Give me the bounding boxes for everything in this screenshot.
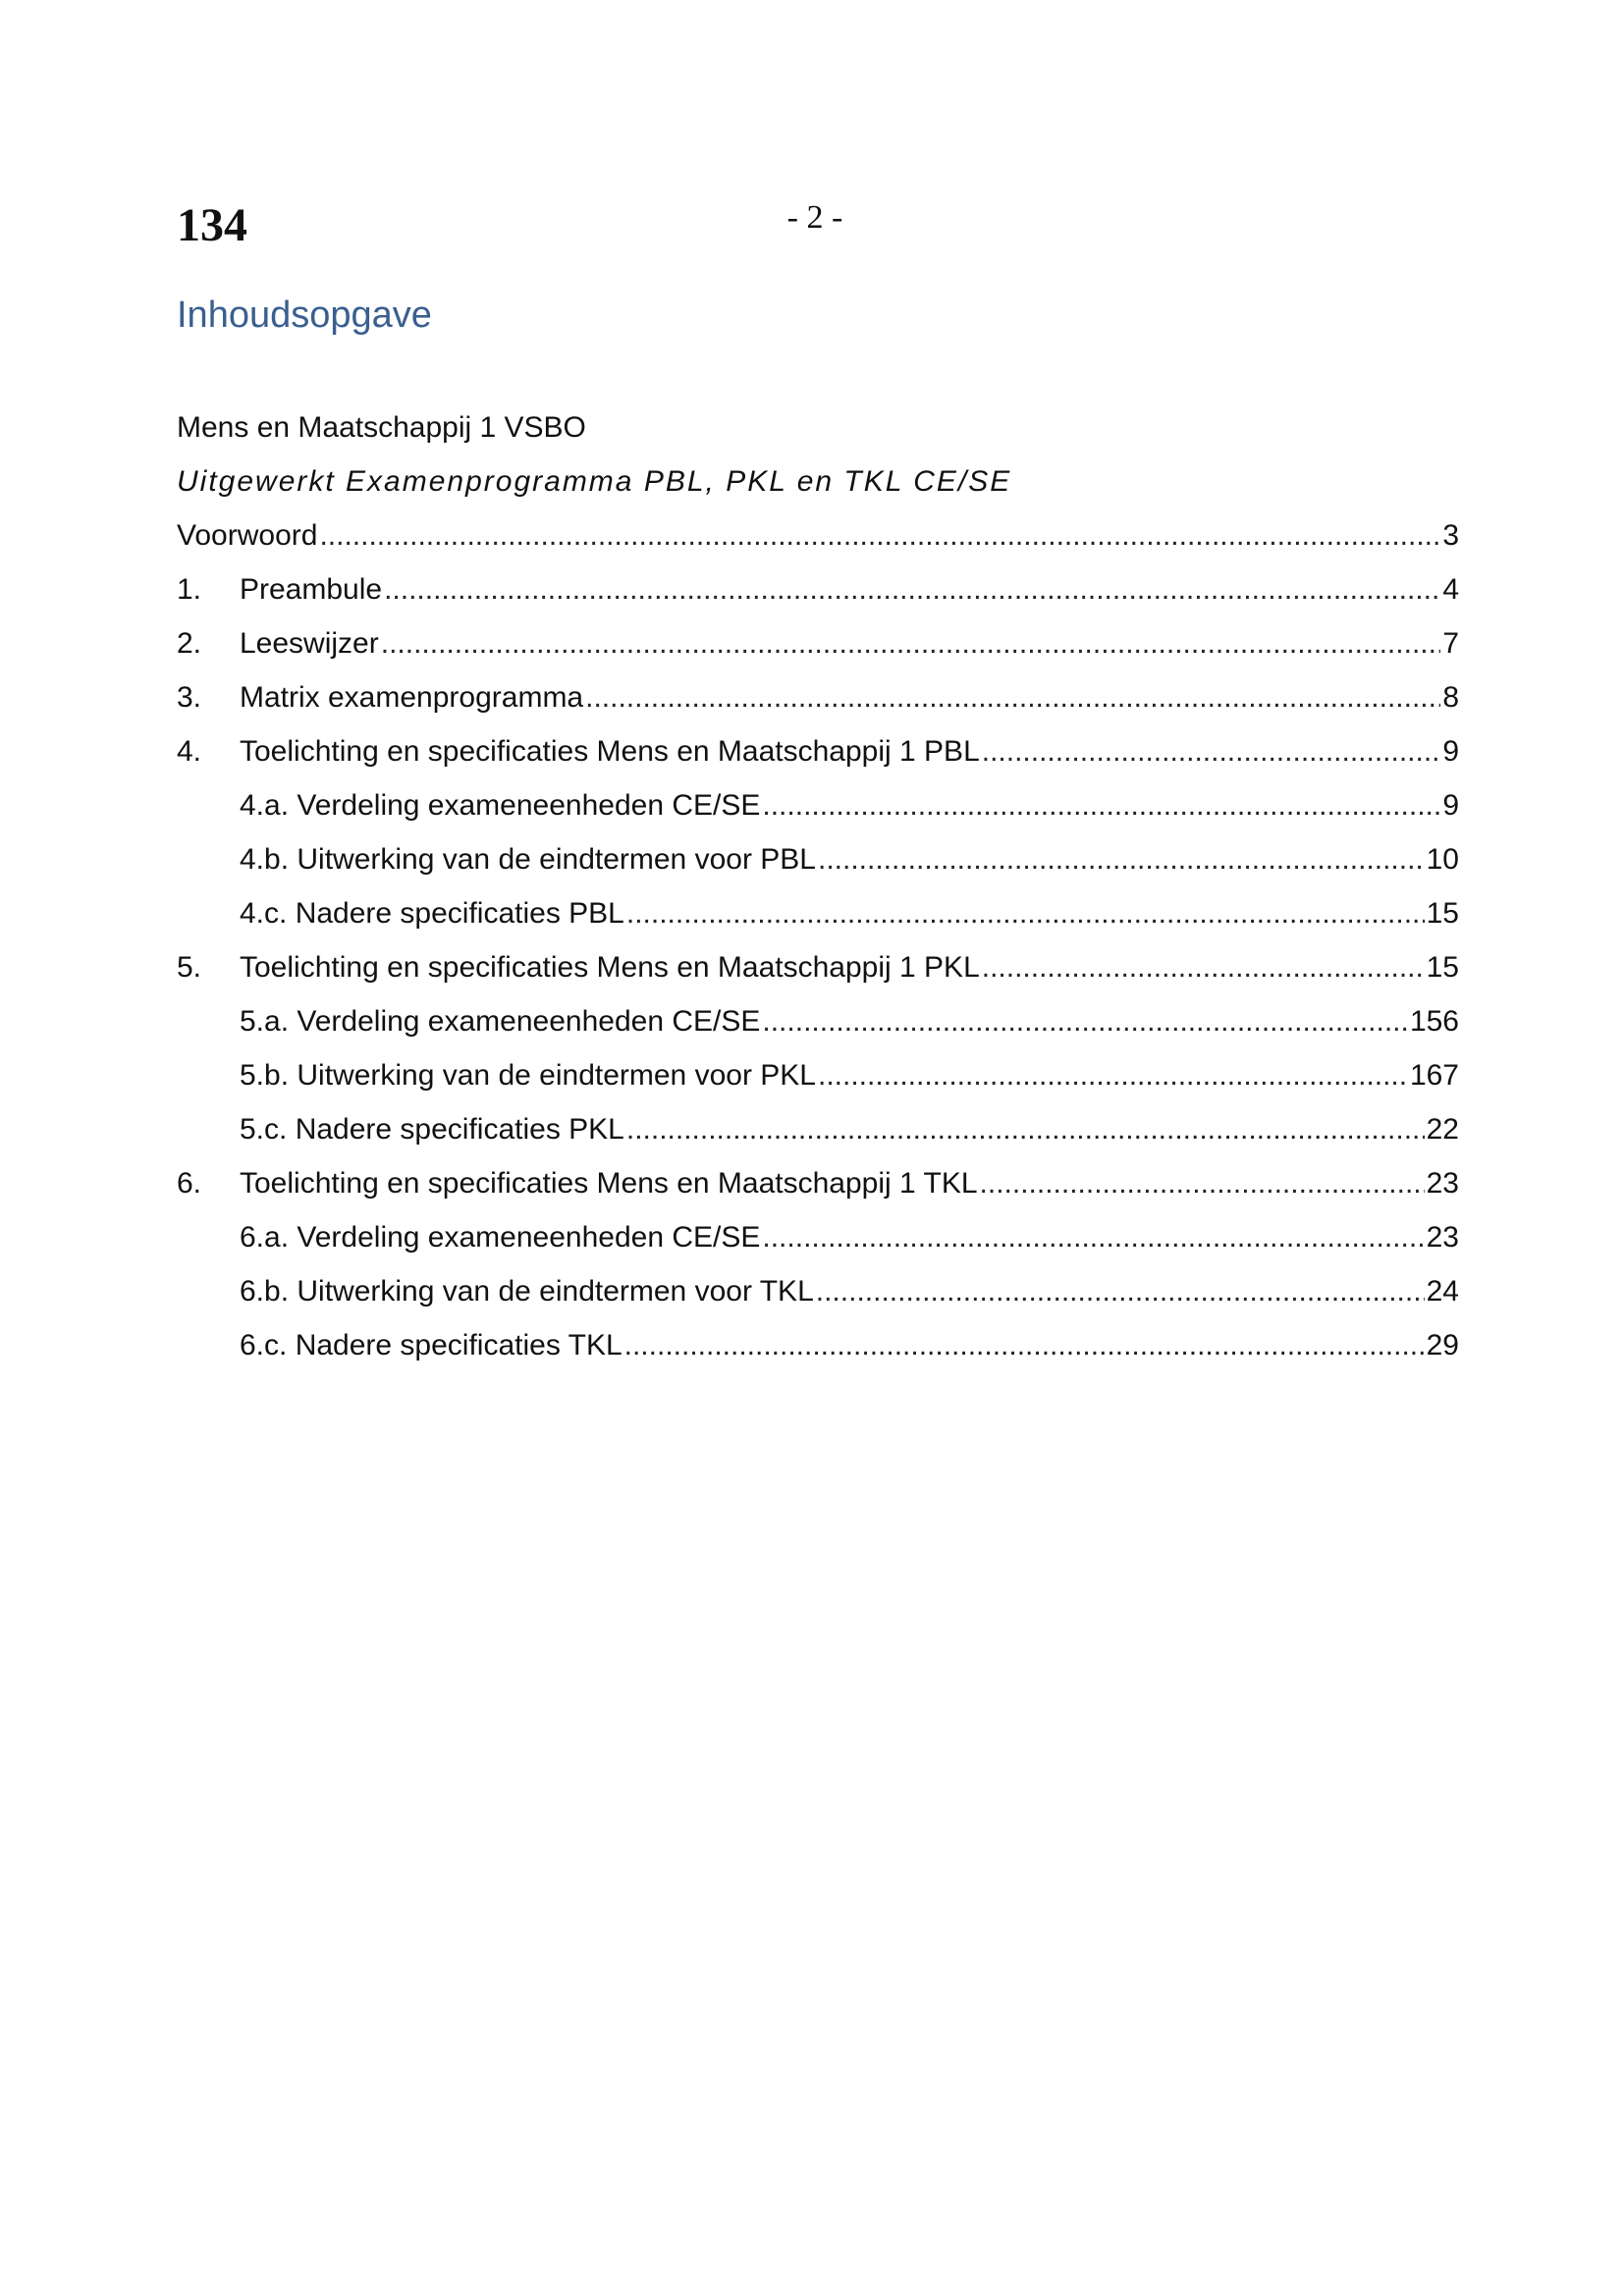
toc-leader [585, 678, 1440, 718]
toc-leader [982, 948, 1425, 988]
toc-leader [982, 732, 1441, 772]
toc-leader [980, 1164, 1425, 1203]
toc-entry-page: 29 [1426, 1329, 1459, 1362]
toc-entry-page: 24 [1426, 1275, 1459, 1308]
toc-entry-4a[interactable] [177, 786, 1459, 840]
toc-entry-title: Voorwoord [177, 519, 318, 552]
toc-leader [624, 1326, 1425, 1365]
toc-entry-6b[interactable] [177, 1272, 1459, 1326]
toc-entry-page: 3 [1442, 519, 1459, 552]
subject-title: Mens en Maatschappij 1 VSBO [177, 411, 586, 444]
toc-leader [762, 1218, 1424, 1257]
toc-entry-page: 15 [1426, 897, 1459, 930]
document-number: 134 [177, 199, 247, 251]
toc-entry-title: 6.b. Uitwerking van de eindtermen voor TKL [240, 1275, 814, 1308]
toc-entry-number: 2. [177, 627, 202, 660]
toc-entry-5c[interactable] [177, 1110, 1459, 1164]
toc-leader [762, 786, 1440, 826]
toc-leader [762, 1002, 1408, 1041]
toc-entry-page: 167 [1409, 1059, 1459, 1092]
toc-entry-page: 22 [1426, 1113, 1459, 1146]
toc-leader [381, 624, 1441, 664]
toc-entry-4b[interactable] [177, 840, 1459, 894]
toc-entry-page: 9 [1442, 789, 1459, 822]
toc-entry-5b[interactable] [177, 1056, 1459, 1110]
toc-entry-matrix[interactable] [177, 678, 1459, 732]
toc-entry-title: 6.a. Verdeling exameneenheden CE/SE [240, 1221, 761, 1254]
toc-entry-page: 23 [1426, 1221, 1459, 1254]
toc-entry-section-5[interactable] [177, 948, 1459, 1002]
toc-entry-page: 8 [1442, 681, 1459, 714]
toc-leader [319, 516, 1440, 556]
toc-entry-4c[interactable] [177, 894, 1459, 948]
toc-entry-number: 4. [177, 735, 202, 768]
toc-entry-6c[interactable] [177, 1326, 1459, 1380]
toc-entry-title: Toelichting en specificaties Mens en Maatschappij 1 PBL [240, 735, 980, 768]
toc-list [177, 516, 1459, 1380]
toc-leader [816, 1272, 1425, 1311]
toc-entry-page: 4 [1442, 573, 1459, 606]
toc-entry-6a[interactable] [177, 1218, 1459, 1272]
toc-entry-number: 5. [177, 951, 202, 984]
toc-leader [626, 1110, 1425, 1149]
toc-entry-title: Toelichting en specificaties Mens en Maatschappij 1 PKL [240, 951, 980, 984]
toc-entry-section-6[interactable] [177, 1164, 1459, 1218]
toc-entry-title: 4.c. Nadere specificaties PBL [240, 897, 624, 930]
toc-entry-title: 4.b. Uitwerking van de eindtermen voor PBL [240, 843, 816, 876]
toc-leader [384, 570, 1440, 610]
page-marker: - 2 - [786, 199, 843, 236]
toc-entry-number: 3. [177, 681, 202, 714]
toc-entry-page: 23 [1426, 1167, 1459, 1200]
toc-entry-title: Preambule [240, 573, 383, 606]
toc-entry-page: 15 [1426, 951, 1459, 984]
toc-heading: Inhoudsopgave [177, 294, 432, 336]
toc-entry-number: 1. [177, 573, 202, 606]
toc-entry-leeswijzer[interactable] [177, 624, 1459, 678]
toc-entry-title: Toelichting en specificaties Mens en Maatschappij 1 TKL [240, 1167, 978, 1200]
toc-leader [818, 1056, 1408, 1095]
toc-entry-5a[interactable] [177, 1002, 1459, 1056]
toc-entry-title: 5.a. Verdeling exameneenheden CE/SE [240, 1005, 761, 1038]
toc-leader [626, 894, 1425, 934]
toc-leader [818, 840, 1425, 880]
toc-entry-page: 7 [1442, 627, 1459, 660]
toc-entry-title: 5.b. Uitwerking van de eindtermen voor PKL [240, 1059, 816, 1092]
toc-entry-page: 9 [1442, 735, 1459, 768]
subject-subtitle: Uitgewerkt Examenprogramma PBL, PKL en TKL CE/SE [177, 465, 1012, 498]
toc-entry-page: 156 [1409, 1005, 1459, 1038]
toc-entry-section-4[interactable] [177, 732, 1459, 786]
toc-entry-title: 4.a. Verdeling exameneenheden CE/SE [240, 789, 761, 822]
toc-entry-voorwoord[interactable] [177, 516, 1459, 570]
toc-entry-title: 5.c. Nadere specificaties PKL [240, 1113, 624, 1146]
toc-entry-number: 6. [177, 1167, 202, 1200]
toc-entry-page: 10 [1426, 843, 1459, 876]
toc-entry-preambule[interactable] [177, 570, 1459, 624]
toc-entry-title: Leeswijzer [240, 627, 379, 660]
toc-entry-title: Matrix examenprogramma [240, 681, 584, 714]
toc-entry-title: 6.c. Nadere specificaties TKL [240, 1329, 623, 1362]
